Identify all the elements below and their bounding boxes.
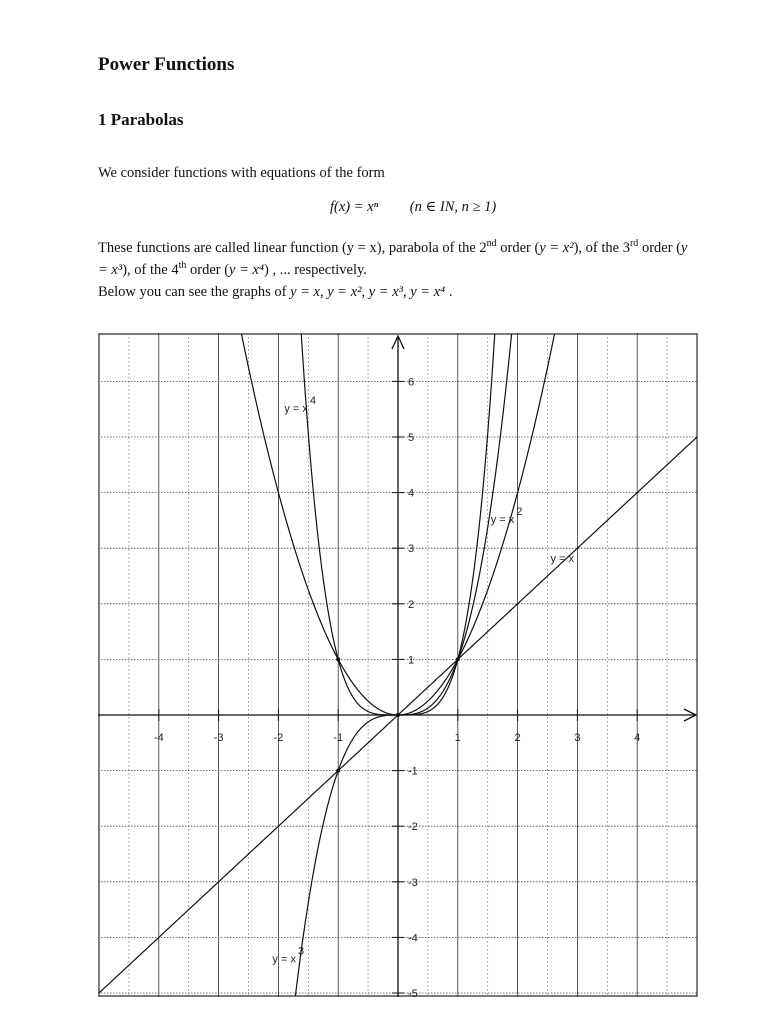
y-tick-label: 4 — [408, 487, 415, 500]
y-tick-label: 2 — [408, 598, 415, 611]
intersection-point — [396, 713, 400, 717]
desc-text: ) , ... respectively. — [263, 262, 367, 278]
intersection-point — [456, 657, 460, 661]
x-tick-label: 3 — [574, 732, 581, 744]
x-tick-label: -3 — [213, 732, 224, 744]
curve-label: y = x4 — [284, 394, 317, 415]
ordinal-suffix: th — [178, 260, 187, 272]
intro-paragraph: We consider functions with equations of the form — [98, 165, 385, 181]
x-tick-label: 2 — [514, 732, 521, 744]
description-paragraph — [98, 237, 698, 303]
general-formula — [330, 199, 496, 216]
y-tick-label: -5 — [408, 988, 418, 997]
x-tick-label: -1 — [333, 732, 344, 744]
power-functions-graph — [98, 333, 698, 997]
y-tick-label: -3 — [408, 876, 418, 889]
graphs-intro: Below you can see the graphs of — [98, 284, 287, 300]
curve-label: y = x — [550, 553, 575, 566]
x-tick-label: 1 — [454, 732, 461, 744]
equation: y = x³ — [98, 240, 688, 278]
desc-text: These functions are called linear function (y = x), parabola of the 2 — [98, 240, 487, 256]
intersection-point — [336, 769, 340, 773]
desc-text: ), of the 3 — [573, 240, 630, 256]
y-tick-label: -1 — [408, 765, 418, 778]
x-tick-label: -4 — [153, 732, 164, 744]
y-tick-label: 6 — [408, 376, 415, 389]
equation: y = x² — [539, 240, 574, 256]
desc-text: order ( — [638, 240, 681, 256]
graphs-expression: y = x, y = x², y = x³, y = x⁴ — [290, 284, 446, 300]
intersection-point — [336, 657, 340, 661]
y-tick-label: 1 — [408, 654, 415, 667]
curve-label: y = x2 — [490, 506, 523, 527]
x-tick-label: -2 — [273, 732, 284, 744]
desc-text: order ( — [186, 262, 230, 278]
graphs-suffix: . — [448, 284, 453, 300]
x-tick-label: 4 — [634, 732, 641, 744]
formula-condition: (n ∈ IN, n ≥ 1) — [409, 199, 497, 215]
section-heading: 1 Parabolas — [98, 110, 184, 129]
desc-text: ), of the 4 — [122, 262, 179, 278]
y-tick-label: 3 — [408, 543, 415, 556]
y-tick-label: -4 — [408, 932, 418, 945]
ordinal-suffix: rd — [629, 238, 639, 250]
equation: y = x⁴ — [229, 262, 264, 278]
y-tick-label: -2 — [408, 821, 418, 834]
graph-canvas — [98, 333, 698, 997]
ordinal-suffix: nd — [486, 238, 497, 250]
curve-label: y = x3 — [272, 945, 305, 966]
desc-text: order ( — [496, 240, 540, 256]
page-title: Power Functions — [98, 54, 235, 75]
y-tick-label: 5 — [408, 432, 415, 444]
formula-expression: f(x) = xⁿ — [330, 199, 379, 215]
